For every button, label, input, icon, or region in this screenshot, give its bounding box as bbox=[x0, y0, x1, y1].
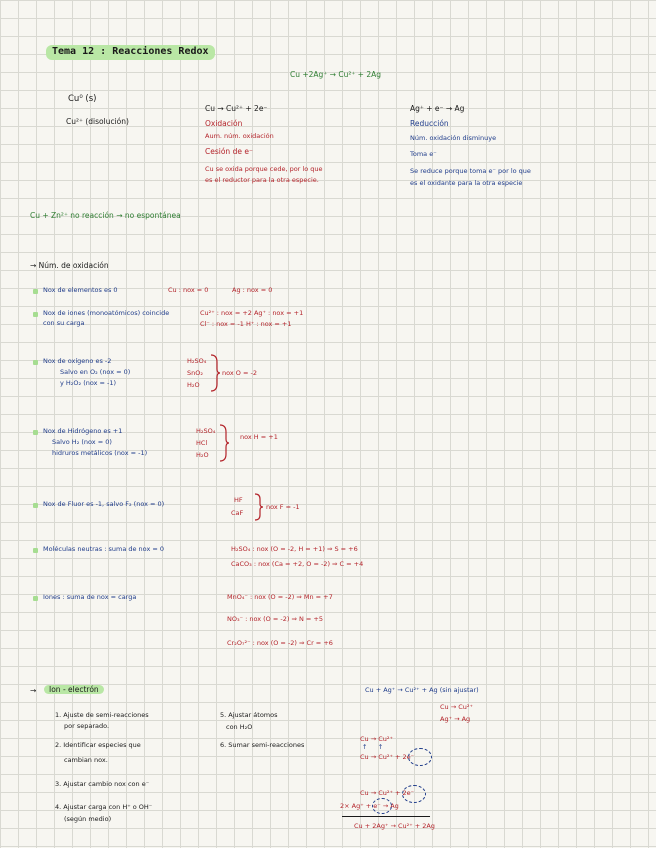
step4-line1: 4. Ajustar carga con H⁺ o OH⁻ bbox=[55, 803, 153, 811]
bullet bbox=[33, 503, 38, 508]
brace bbox=[253, 493, 265, 521]
red-equation: Ag⁺ + e⁻ → Ag bbox=[410, 104, 465, 113]
ion-arrow: → bbox=[30, 686, 37, 695]
rule3-text-2: Salvo en O₂ (nox = 0) bbox=[60, 368, 131, 376]
ox-expl-2: es el reductor para la otra especie. bbox=[205, 176, 319, 184]
rule1-example-cu: Cu : nox = 0 bbox=[168, 286, 209, 294]
example-step-a2: Cu → Cu²⁺ + 2e⁻ bbox=[360, 753, 415, 761]
step4-line2: (según medio) bbox=[64, 815, 112, 823]
bullet bbox=[33, 360, 38, 365]
ox-cesion: Cesión de e⁻ bbox=[205, 147, 253, 156]
step2-line2: cambian nox. bbox=[64, 756, 108, 764]
sum-line bbox=[342, 816, 430, 817]
zn-no-reaction: Cu + Zn²⁺ no reacción → no espontánea bbox=[30, 211, 181, 220]
numox-heading: → Núm. de oxidación bbox=[30, 261, 109, 270]
step5-line2: con H₂O bbox=[226, 723, 253, 731]
ox-name: Oxidación bbox=[205, 119, 243, 128]
ox-expl-1: Cu se oxida porque cede, por lo que bbox=[205, 165, 323, 173]
rule4-text-3: hidruros metálicos (nox = -1) bbox=[52, 449, 148, 457]
bullet bbox=[33, 596, 38, 601]
electron-circle bbox=[408, 748, 432, 766]
rule5-formula-2: CaF bbox=[231, 509, 244, 517]
rule4-formula-2: HCl bbox=[196, 439, 208, 447]
rule5-text: Nox de Fluor es -1, salvo F₂ (nox = 0) bbox=[43, 500, 165, 508]
electron-circle bbox=[372, 798, 392, 814]
red-expl-1: Se reduce porque toma e⁻ por lo que bbox=[410, 167, 531, 175]
step1-line1: 1. Ajuste de semi-reacciones bbox=[55, 711, 149, 719]
example-step-a1: Cu → Cu²⁺ bbox=[360, 735, 393, 743]
example-sum: Cu + 2Ag⁺ → Cu²⁺ + 2Ag bbox=[354, 822, 435, 830]
rule6-example-1: H₂SO₄ : nox (O = -2, H = +1) ⇒ S = +6 bbox=[231, 545, 358, 553]
page-title: Tema 12 : Reacciones Redox bbox=[46, 45, 215, 60]
bullet bbox=[33, 289, 38, 294]
red-dism: Núm. oxidación disminuye bbox=[410, 134, 497, 142]
rule3-formula-1: H₂SO₄ bbox=[187, 357, 207, 365]
rule4-text-1: Nox de Hidrógeno es +1 bbox=[43, 427, 123, 435]
rule2-text-2: con su carga bbox=[43, 319, 85, 327]
rule1-example-ag: Ag : nox = 0 bbox=[232, 286, 273, 294]
step5-line1: 5. Ajustar átomos bbox=[220, 711, 278, 719]
rule2-text-1: Nox de iones (monoatómicos) coincide bbox=[43, 309, 170, 317]
cu-solid: Cu⁰ (s) bbox=[68, 94, 97, 104]
example-half-2: Ag⁺ → Ag bbox=[440, 715, 471, 723]
example-half-1: Cu → Cu²⁺ bbox=[440, 703, 473, 711]
rule5-result: nox F = -1 bbox=[266, 503, 300, 511]
step3: 3. Ajustar cambio nox con e⁻ bbox=[55, 780, 150, 788]
example-equation: Cu + Ag⁺ → Cu²⁺ + Ag (sin ajustar) bbox=[365, 686, 479, 694]
bullet bbox=[33, 430, 38, 435]
brace bbox=[209, 354, 221, 392]
rule3-result: nox O = -2 bbox=[222, 369, 257, 377]
step6: 6. Sumar semi-reacciones bbox=[220, 741, 305, 749]
rule7-text: Iones : suma de nox = carga bbox=[43, 593, 137, 601]
step1-line2: por separado. bbox=[64, 722, 110, 730]
bullet bbox=[33, 312, 38, 317]
rule4-text-2: Salvo H₂ (nox = 0) bbox=[52, 438, 112, 446]
rule3-text-1: Nox de oxígeno es -2 bbox=[43, 357, 112, 365]
rule5-formula-1: HF bbox=[234, 496, 243, 504]
rule7-example-3: Cr₂O₇²⁻ : nox (O = -2) ⇒ Cr = +6 bbox=[227, 639, 333, 647]
ion-heading: Ion - electrón bbox=[44, 685, 104, 694]
rule4-formula-3: H₂O bbox=[196, 451, 209, 459]
example-step-b1: Cu → Cu²⁺ + 2e⁻ bbox=[360, 789, 415, 797]
step2-line1: 2. Identificar especies que bbox=[55, 741, 141, 749]
rule3-formula-3: H₂O bbox=[187, 381, 200, 389]
rule4-result: nox H = +1 bbox=[240, 433, 278, 441]
rule2-example-2: Cl⁻ : nox = -1 H⁺ : nox = +1 bbox=[200, 320, 292, 328]
main-reaction: Cu +2Ag⁺ → Cu²⁺ + 2Ag bbox=[290, 70, 382, 79]
ox-equation: Cu → Cu²⁺ + 2e⁻ bbox=[205, 104, 268, 113]
rule3-formula-2: SnO₂ bbox=[187, 369, 203, 377]
example-step-b2: 2× Ag⁺ + e⁻ → Ag bbox=[340, 802, 399, 810]
cu-dissolution: Cu²⁺ (disolución) bbox=[66, 117, 129, 126]
rule4-formula-1: H₂SO₄ bbox=[196, 427, 216, 435]
rule6-text: Moléculas neutras : suma de nox = 0 bbox=[43, 545, 165, 553]
rule1-text: Nox de elementos es 0 bbox=[43, 286, 118, 294]
rule7-example-2: NO₃⁻ : nox (O = -2) ⇒ N = +5 bbox=[227, 615, 323, 623]
arrow-marks: ↑ ↑ bbox=[362, 743, 384, 751]
rule3-text-3: y H₂O₂ (nox = -1) bbox=[60, 379, 117, 387]
brace bbox=[218, 424, 230, 462]
rule6-example-2: CaCO₃ : nox (Ca = +2, O = -2) ⇒ C = +4 bbox=[231, 560, 364, 568]
ox-aum: Aum. núm. oxidación bbox=[205, 132, 274, 140]
red-expl-2: es el oxidante para la otra especie bbox=[410, 179, 523, 187]
rule7-example-1: MnO₄⁻ : nox (O = -2) ⇒ Mn = +7 bbox=[227, 593, 333, 601]
red-name: Reducción bbox=[410, 119, 449, 128]
electron-circle bbox=[402, 785, 426, 803]
rule2-example-1: Cu²⁺ : nox = +2 Ag⁺ : nox = +1 bbox=[200, 309, 304, 317]
red-toma: Toma e⁻ bbox=[410, 150, 437, 158]
bullet bbox=[33, 548, 38, 553]
